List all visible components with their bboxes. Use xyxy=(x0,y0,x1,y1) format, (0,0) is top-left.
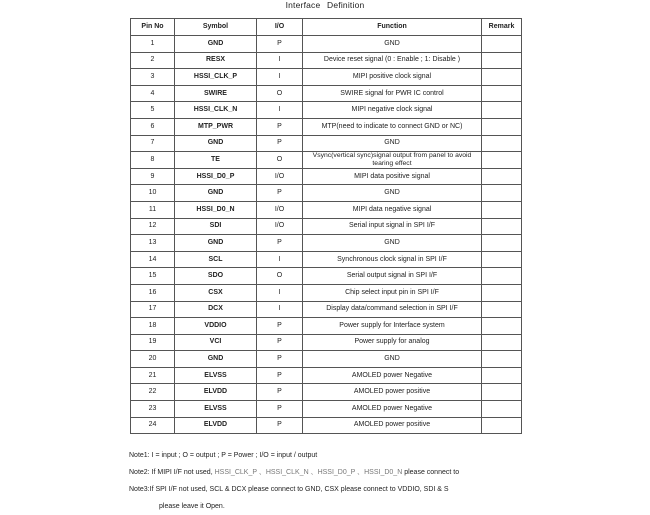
table-row xyxy=(131,185,522,202)
cell-pin-no: 24 xyxy=(131,417,175,434)
cell-io: I xyxy=(257,102,303,119)
cell-symbol: ELVSS xyxy=(175,401,257,418)
cell-pin-no: 13 xyxy=(131,235,175,252)
cell-io: O xyxy=(257,268,303,285)
cell-function: MTP(need to indicate to connect GND or NC) xyxy=(303,118,482,135)
header-pin-no: Pin No xyxy=(131,19,175,36)
notes-section xyxy=(129,447,650,515)
cell-remark xyxy=(482,102,522,119)
cell-symbol: GND xyxy=(175,185,257,202)
table-row xyxy=(131,284,522,301)
cell-io: P xyxy=(257,334,303,351)
cell-function: GND xyxy=(303,351,482,368)
cell-symbol: DCX xyxy=(175,301,257,318)
cell-function: Power supply for analog xyxy=(303,334,482,351)
cell-pin-no: 19 xyxy=(131,334,175,351)
cell-pin-no: 18 xyxy=(131,318,175,335)
cell-pin-no: 8 xyxy=(131,152,175,169)
cell-symbol: HSSI_D0_N xyxy=(175,201,257,218)
cell-pin-no: 22 xyxy=(131,384,175,401)
page-title: Interface Definition xyxy=(285,0,365,10)
table-row xyxy=(131,52,522,69)
cell-symbol: SWIRE xyxy=(175,85,257,102)
table-row xyxy=(131,135,522,152)
cell-io: P xyxy=(257,135,303,152)
cell-symbol: HSSI_D0_P xyxy=(175,168,257,185)
header-symbol: Symbol xyxy=(175,19,257,36)
cell-symbol: GND xyxy=(175,235,257,252)
cell-function: GND xyxy=(303,135,482,152)
cell-remark xyxy=(482,52,522,69)
cell-function: MIPI data negative signal xyxy=(303,201,482,218)
cell-io: I xyxy=(257,52,303,69)
note-2-prefix: Note2: If MIPI I/F not used, xyxy=(129,469,215,476)
cell-function: Chip select input pin in SPI I/F xyxy=(303,284,482,301)
cell-remark xyxy=(482,334,522,351)
cell-remark xyxy=(482,185,522,202)
cell-io: I/O xyxy=(257,218,303,235)
cell-io: I xyxy=(257,284,303,301)
table-row xyxy=(131,251,522,268)
cell-io: P xyxy=(257,384,303,401)
cell-io: P xyxy=(257,318,303,335)
note-2 xyxy=(129,464,650,481)
cell-function: SWIRE signal for PWR IC control xyxy=(303,85,482,102)
cell-function: GND xyxy=(303,36,482,53)
cell-pin-no: 9 xyxy=(131,168,175,185)
table-body xyxy=(131,36,522,434)
cell-function: Vsync(vertical sync)signal output from panel to avoid tearing effect xyxy=(303,152,482,169)
table-row xyxy=(131,334,522,351)
cell-function: Serial output signal in SPI I/F xyxy=(303,268,482,285)
header-function: Function xyxy=(303,19,482,36)
cell-pin-no: 4 xyxy=(131,85,175,102)
cell-pin-no: 3 xyxy=(131,69,175,86)
table-row xyxy=(131,118,522,135)
cell-symbol: HSSI_CLK_N xyxy=(175,102,257,119)
cell-io: I/O xyxy=(257,201,303,218)
cell-pin-no: 2 xyxy=(131,52,175,69)
cell-io: P xyxy=(257,367,303,384)
cell-pin-no: 20 xyxy=(131,351,175,368)
table-row xyxy=(131,102,522,119)
cell-remark xyxy=(482,118,522,135)
cell-symbol: GND xyxy=(175,351,257,368)
note-2-suffix: please connect to xyxy=(402,469,460,476)
cell-remark xyxy=(482,401,522,418)
table-row xyxy=(131,36,522,53)
cell-io: P xyxy=(257,185,303,202)
cell-function: AMOLED power positive xyxy=(303,417,482,434)
cell-symbol: MTP_PWR xyxy=(175,118,257,135)
cell-pin-no: 15 xyxy=(131,268,175,285)
cell-remark xyxy=(482,218,522,235)
cell-io: O xyxy=(257,85,303,102)
cell-function: Synchronous clock signal in SPI I/F xyxy=(303,251,482,268)
cell-function: MIPI positive clock signal xyxy=(303,69,482,86)
cell-pin-no: 6 xyxy=(131,118,175,135)
table-row xyxy=(131,218,522,235)
cell-pin-no: 12 xyxy=(131,218,175,235)
cell-remark xyxy=(482,69,522,86)
cell-pin-no: 17 xyxy=(131,301,175,318)
interface-definition-table xyxy=(130,18,522,434)
table-row xyxy=(131,168,522,185)
table-row xyxy=(131,384,522,401)
table-row xyxy=(131,401,522,418)
cell-remark xyxy=(482,417,522,434)
cell-remark xyxy=(482,36,522,53)
cell-function: Device reset signal (0 : Enable ; 1: Disable ) xyxy=(303,52,482,69)
cell-remark xyxy=(482,367,522,384)
cell-io: P xyxy=(257,401,303,418)
table-row xyxy=(131,301,522,318)
cell-symbol: HSSI_CLK_P xyxy=(175,69,257,86)
cell-function: Serial input signal in SPI I/F xyxy=(303,218,482,235)
cell-function: AMOLED power Negative xyxy=(303,401,482,418)
cell-pin-no: 11 xyxy=(131,201,175,218)
table-row xyxy=(131,417,522,434)
cell-symbol: GND xyxy=(175,135,257,152)
header-remark: Remark xyxy=(482,19,522,36)
cell-symbol: SCL xyxy=(175,251,257,268)
cell-remark xyxy=(482,268,522,285)
cell-io: P xyxy=(257,417,303,434)
cell-io: P xyxy=(257,36,303,53)
cell-symbol: VDDIO xyxy=(175,318,257,335)
cell-symbol: ELVSS xyxy=(175,367,257,384)
cell-remark xyxy=(482,168,522,185)
cell-symbol: ELVDD xyxy=(175,384,257,401)
note-3-continued: please leave it Open. xyxy=(159,503,225,510)
cell-remark xyxy=(482,251,522,268)
note-2-signals: HSSI_CLK_P 、HSSI_CLK_N 、HSSI_D0_P 、HSSI_D0_N xyxy=(214,469,403,476)
table-row xyxy=(131,201,522,218)
cell-symbol: RESX xyxy=(175,52,257,69)
table-row xyxy=(131,351,522,368)
table-row xyxy=(131,318,522,335)
cell-io: I/O xyxy=(257,168,303,185)
cell-io: I xyxy=(257,251,303,268)
cell-pin-no: 21 xyxy=(131,367,175,384)
cell-remark xyxy=(482,201,522,218)
cell-symbol: GND xyxy=(175,36,257,53)
cell-function: AMOLED power positive xyxy=(303,384,482,401)
cell-io: I xyxy=(257,69,303,86)
cell-function: Display data/command selection in SPI I/F xyxy=(303,301,482,318)
cell-io: P xyxy=(257,235,303,252)
table-row xyxy=(131,69,522,86)
cell-remark xyxy=(482,301,522,318)
table-header-row xyxy=(131,19,522,36)
cell-symbol: SDI xyxy=(175,218,257,235)
cell-remark xyxy=(482,351,522,368)
table-row xyxy=(131,152,522,169)
cell-remark xyxy=(482,135,522,152)
cell-remark xyxy=(482,384,522,401)
note-3: Note3:If SPI I/F not used, SCL & DCX please connect to GND, CSX please connect to VDDIO, SDI & S xyxy=(129,486,449,493)
cell-symbol: ELVDD xyxy=(175,417,257,434)
cell-function: MIPI data positive signal xyxy=(303,168,482,185)
header-io: I/O xyxy=(257,19,303,36)
cell-symbol: SDO xyxy=(175,268,257,285)
table-row xyxy=(131,367,522,384)
cell-symbol: VCI xyxy=(175,334,257,351)
cell-pin-no: 5 xyxy=(131,102,175,119)
cell-function: GND xyxy=(303,235,482,252)
cell-pin-no: 14 xyxy=(131,251,175,268)
cell-remark xyxy=(482,235,522,252)
cell-symbol: TE xyxy=(175,152,257,169)
cell-pin-no: 10 xyxy=(131,185,175,202)
cell-remark xyxy=(482,152,522,169)
cell-function: MIPI negative clock signal xyxy=(303,102,482,119)
table-row xyxy=(131,85,522,102)
table-row xyxy=(131,235,522,252)
cell-remark xyxy=(482,284,522,301)
cell-pin-no: 1 xyxy=(131,36,175,53)
cell-pin-no: 16 xyxy=(131,284,175,301)
cell-remark xyxy=(482,318,522,335)
cell-io: P xyxy=(257,118,303,135)
cell-function: GND xyxy=(303,185,482,202)
cell-pin-no: 7 xyxy=(131,135,175,152)
cell-remark xyxy=(482,85,522,102)
table-row xyxy=(131,268,522,285)
cell-io: O xyxy=(257,152,303,169)
cell-io: I xyxy=(257,301,303,318)
cell-function: Power supply for Interface system xyxy=(303,318,482,335)
cell-symbol: CSX xyxy=(175,284,257,301)
note-1: Note1: I = input ; O = output ; P = Power ; I/O = input / output xyxy=(129,452,318,459)
cell-io: P xyxy=(257,351,303,368)
cell-function: AMOLED power Negative xyxy=(303,367,482,384)
cell-pin-no: 23 xyxy=(131,401,175,418)
